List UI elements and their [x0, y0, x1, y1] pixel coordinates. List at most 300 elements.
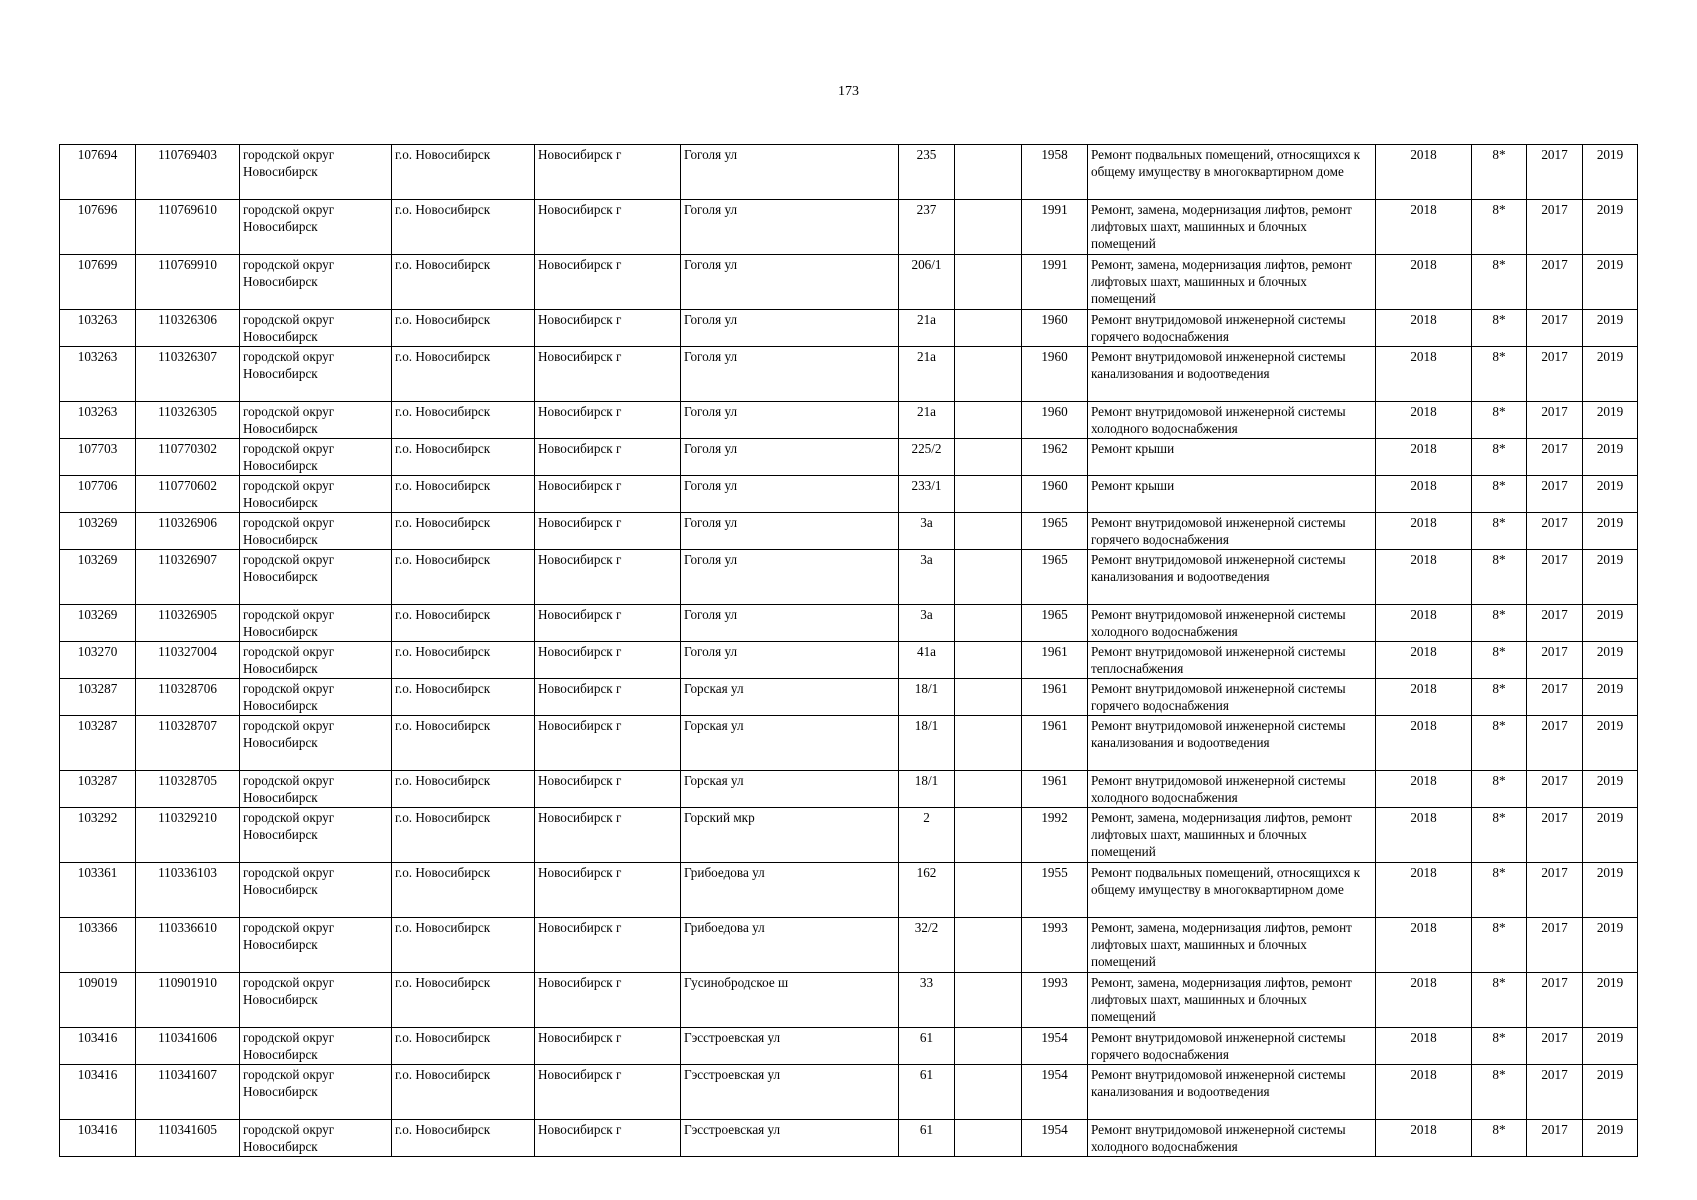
extra-cell: [955, 1120, 1022, 1157]
house-number: 237: [899, 200, 955, 255]
locality: Новосибирск г: [535, 310, 681, 347]
locality: Новосибирск г: [535, 1028, 681, 1065]
period-end: 2019: [1583, 808, 1638, 863]
record-code: 110769610: [136, 200, 240, 255]
municipality: г.о. Новосибирск: [392, 679, 535, 716]
mark: 8*: [1472, 476, 1527, 513]
record-code: 110326906: [136, 513, 240, 550]
period-start: 2017: [1527, 347, 1583, 402]
house-number: 21а: [899, 310, 955, 347]
mark: 8*: [1472, 1065, 1527, 1120]
period-end: 2019: [1583, 476, 1638, 513]
period-end: 2019: [1583, 918, 1638, 973]
record-code: 110326307: [136, 347, 240, 402]
house-number: 233/1: [899, 476, 955, 513]
table-row: [60, 642, 1638, 679]
period-start: 2017: [1527, 918, 1583, 973]
plan-year: 2018: [1376, 918, 1472, 973]
record-code: 110326306: [136, 310, 240, 347]
period-end: 2019: [1583, 310, 1638, 347]
period-end: 2019: [1583, 605, 1638, 642]
period-end: 2019: [1583, 1120, 1638, 1157]
period-end: 2019: [1583, 771, 1638, 808]
district: городской округ Новосибирск: [240, 1120, 392, 1157]
mark: 8*: [1472, 347, 1527, 402]
page-number: 173: [838, 84, 859, 99]
house-number: 225/2: [899, 439, 955, 476]
plan-year: 2018: [1376, 1065, 1472, 1120]
municipality: г.о. Новосибирск: [392, 1065, 535, 1120]
locality: Новосибирск г: [535, 347, 681, 402]
year-built: 1965: [1022, 605, 1088, 642]
year-built: 1958: [1022, 145, 1088, 200]
plan-year: 2018: [1376, 1120, 1472, 1157]
object-id: 103416: [60, 1120, 136, 1157]
work-type: Ремонт внутридомовой инженерной системы холодного водоснабжения: [1088, 402, 1376, 439]
extra-cell: [955, 605, 1022, 642]
mark: 8*: [1472, 771, 1527, 808]
house-number: 18/1: [899, 716, 955, 771]
locality: Новосибирск г: [535, 200, 681, 255]
object-id: 107696: [60, 200, 136, 255]
plan-year: 2018: [1376, 310, 1472, 347]
work-type: Ремонт, замена, модернизация лифтов, ремонт лифтовых шахт, машинных и блочных помещений: [1088, 808, 1376, 863]
year-built: 1965: [1022, 550, 1088, 605]
period-end: 2019: [1583, 550, 1638, 605]
table-row: [60, 347, 1638, 402]
street: Гоголя ул: [681, 605, 899, 642]
plan-year: 2018: [1376, 402, 1472, 439]
municipality: г.о. Новосибирск: [392, 605, 535, 642]
house-number: 41а: [899, 642, 955, 679]
extra-cell: [955, 642, 1022, 679]
period-start: 2017: [1527, 771, 1583, 808]
period-start: 2017: [1527, 679, 1583, 716]
period-start: 2017: [1527, 973, 1583, 1028]
municipality: г.о. Новосибирск: [392, 145, 535, 200]
house-number: 21а: [899, 402, 955, 439]
plan-year: 2018: [1376, 145, 1472, 200]
period-start: 2017: [1527, 402, 1583, 439]
street: Горская ул: [681, 679, 899, 716]
period-start: 2017: [1527, 863, 1583, 918]
mark: 8*: [1472, 145, 1527, 200]
extra-cell: [955, 716, 1022, 771]
locality: Новосибирск г: [535, 918, 681, 973]
object-id: 107694: [60, 145, 136, 200]
period-end: 2019: [1583, 145, 1638, 200]
object-id: 103263: [60, 347, 136, 402]
period-start: 2017: [1527, 200, 1583, 255]
period-end: 2019: [1583, 973, 1638, 1028]
extra-cell: [955, 200, 1022, 255]
municipality: г.о. Новосибирск: [392, 402, 535, 439]
extra-cell: [955, 1065, 1022, 1120]
work-type: Ремонт, замена, модернизация лифтов, ремонт лифтовых шахт, машинных и блочных помещений: [1088, 918, 1376, 973]
house-number: 33: [899, 973, 955, 1028]
table-row: [60, 255, 1638, 310]
district: городской округ Новосибирск: [240, 973, 392, 1028]
locality: Новосибирск г: [535, 605, 681, 642]
registry-body: [60, 145, 1638, 1157]
plan-year: 2018: [1376, 439, 1472, 476]
year-built: 1965: [1022, 513, 1088, 550]
table-row: [60, 513, 1638, 550]
object-id: 103416: [60, 1028, 136, 1065]
street: Гоголя ул: [681, 439, 899, 476]
year-built: 1954: [1022, 1065, 1088, 1120]
mark: 8*: [1472, 310, 1527, 347]
year-built: 1960: [1022, 476, 1088, 513]
street: Гоголя ул: [681, 476, 899, 513]
mark: 8*: [1472, 808, 1527, 863]
period-end: 2019: [1583, 347, 1638, 402]
district: городской округ Новосибирск: [240, 808, 392, 863]
work-type: Ремонт внутридомовой инженерной системы горячего водоснабжения: [1088, 679, 1376, 716]
house-number: 206/1: [899, 255, 955, 310]
mark: 8*: [1472, 918, 1527, 973]
period-end: 2019: [1583, 1065, 1638, 1120]
object-id: 107703: [60, 439, 136, 476]
object-id: 103416: [60, 1065, 136, 1120]
municipality: г.о. Новосибирск: [392, 642, 535, 679]
district: городской округ Новосибирск: [240, 1065, 392, 1120]
district: городской округ Новосибирск: [240, 642, 392, 679]
year-built: 1993: [1022, 973, 1088, 1028]
period-start: 2017: [1527, 310, 1583, 347]
district: городской округ Новосибирск: [240, 255, 392, 310]
street: Гоголя ул: [681, 642, 899, 679]
municipality: г.о. Новосибирск: [392, 1028, 535, 1065]
extra-cell: [955, 310, 1022, 347]
record-code: 110901910: [136, 973, 240, 1028]
table-row: [60, 679, 1638, 716]
municipality: г.о. Новосибирск: [392, 513, 535, 550]
extra-cell: [955, 918, 1022, 973]
house-number: 2: [899, 808, 955, 863]
extra-cell: [955, 439, 1022, 476]
locality: Новосибирск г: [535, 439, 681, 476]
mark: 8*: [1472, 605, 1527, 642]
work-type: Ремонт, замена, модернизация лифтов, ремонт лифтовых шахт, машинных и блочных помещений: [1088, 973, 1376, 1028]
municipality: г.о. Новосибирск: [392, 476, 535, 513]
mark: 8*: [1472, 439, 1527, 476]
plan-year: 2018: [1376, 513, 1472, 550]
house-number: 162: [899, 863, 955, 918]
table-row: [60, 1120, 1638, 1157]
mark: 8*: [1472, 1120, 1527, 1157]
street: Гоголя ул: [681, 347, 899, 402]
record-code: 110341607: [136, 1065, 240, 1120]
period-end: 2019: [1583, 255, 1638, 310]
locality: Новосибирск г: [535, 255, 681, 310]
street: Горская ул: [681, 771, 899, 808]
house-number: 61: [899, 1028, 955, 1065]
work-type: Ремонт внутридомовой инженерной системы теплоснабжения: [1088, 642, 1376, 679]
work-type: Ремонт внутридомовой инженерной системы холодного водоснабжения: [1088, 1120, 1376, 1157]
table-row: [60, 863, 1638, 918]
record-code: 110769403: [136, 145, 240, 200]
locality: Новосибирск г: [535, 402, 681, 439]
table-row: [60, 439, 1638, 476]
mark: 8*: [1472, 550, 1527, 605]
period-start: 2017: [1527, 255, 1583, 310]
plan-year: 2018: [1376, 550, 1472, 605]
mark: 8*: [1472, 255, 1527, 310]
year-built: 1960: [1022, 347, 1088, 402]
work-type: Ремонт крыши: [1088, 439, 1376, 476]
district: городской округ Новосибирск: [240, 918, 392, 973]
extra-cell: [955, 145, 1022, 200]
table-row: [60, 550, 1638, 605]
district: городской округ Новосибирск: [240, 402, 392, 439]
house-number: 32/2: [899, 918, 955, 973]
period-end: 2019: [1583, 1028, 1638, 1065]
record-code: 110328707: [136, 716, 240, 771]
locality: Новосибирск г: [535, 550, 681, 605]
extra-cell: [955, 1028, 1022, 1065]
year-built: 1961: [1022, 642, 1088, 679]
work-type: Ремонт внутридомовой инженерной системы холодного водоснабжения: [1088, 605, 1376, 642]
house-number: 235: [899, 145, 955, 200]
work-type: Ремонт, замена, модернизация лифтов, ремонт лифтовых шахт, машинных и блочных помещений: [1088, 200, 1376, 255]
period-start: 2017: [1527, 808, 1583, 863]
locality: Новосибирск г: [535, 476, 681, 513]
plan-year: 2018: [1376, 808, 1472, 863]
year-built: 1961: [1022, 679, 1088, 716]
object-id: 103287: [60, 679, 136, 716]
registry-table: [59, 144, 1638, 1157]
record-code: 110336103: [136, 863, 240, 918]
record-code: 110326905: [136, 605, 240, 642]
year-built: 1955: [1022, 863, 1088, 918]
work-type: Ремонт внутридомовой инженерной системы канализования и водоотведения: [1088, 347, 1376, 402]
district: городской округ Новосибирск: [240, 439, 392, 476]
object-id: 103269: [60, 513, 136, 550]
locality: Новосибирск г: [535, 642, 681, 679]
municipality: г.о. Новосибирск: [392, 716, 535, 771]
district: городской округ Новосибирск: [240, 200, 392, 255]
extra-cell: [955, 973, 1022, 1028]
street: Гоголя ул: [681, 145, 899, 200]
municipality: г.о. Новосибирск: [392, 918, 535, 973]
work-type: Ремонт крыши: [1088, 476, 1376, 513]
year-built: 1961: [1022, 716, 1088, 771]
mark: 8*: [1472, 1028, 1527, 1065]
street: Грибоедова ул: [681, 863, 899, 918]
record-code: 110328706: [136, 679, 240, 716]
table-row: [60, 145, 1638, 200]
locality: Новосибирск г: [535, 973, 681, 1028]
district: городской округ Новосибирск: [240, 310, 392, 347]
period-start: 2017: [1527, 716, 1583, 771]
municipality: г.о. Новосибирск: [392, 550, 535, 605]
extra-cell: [955, 863, 1022, 918]
street: Гоголя ул: [681, 550, 899, 605]
table-row: [60, 605, 1638, 642]
district: городской округ Новосибирск: [240, 1028, 392, 1065]
object-id: 109019: [60, 973, 136, 1028]
year-built: 1960: [1022, 310, 1088, 347]
district: городской округ Новосибирск: [240, 771, 392, 808]
district: городской округ Новосибирск: [240, 513, 392, 550]
house-number: 61: [899, 1065, 955, 1120]
plan-year: 2018: [1376, 605, 1472, 642]
mark: 8*: [1472, 642, 1527, 679]
work-type: Ремонт подвальных помещений, относящихся к общему имуществу в многоквартирном доме: [1088, 863, 1376, 918]
municipality: г.о. Новосибирск: [392, 771, 535, 808]
record-code: 110328705: [136, 771, 240, 808]
year-built: 1993: [1022, 918, 1088, 973]
district: городской округ Новосибирск: [240, 145, 392, 200]
plan-year: 2018: [1376, 1028, 1472, 1065]
district: городской округ Новосибирск: [240, 863, 392, 918]
object-id: 103269: [60, 550, 136, 605]
year-built: 1954: [1022, 1028, 1088, 1065]
locality: Новосибирск г: [535, 679, 681, 716]
street: Гэсстроевская ул: [681, 1028, 899, 1065]
work-type: Ремонт внутридомовой инженерной системы канализования и водоотведения: [1088, 550, 1376, 605]
record-code: 110326305: [136, 402, 240, 439]
street: Гоголя ул: [681, 402, 899, 439]
object-id: 103269: [60, 605, 136, 642]
object-id: 103361: [60, 863, 136, 918]
plan-year: 2018: [1376, 863, 1472, 918]
object-id: 103287: [60, 716, 136, 771]
municipality: г.о. Новосибирск: [392, 347, 535, 402]
municipality: г.о. Новосибирск: [392, 439, 535, 476]
table-row: [60, 200, 1638, 255]
work-type: Ремонт подвальных помещений, относящихся к общему имуществу в многоквартирном доме: [1088, 145, 1376, 200]
year-built: 1991: [1022, 200, 1088, 255]
record-code: 110341605: [136, 1120, 240, 1157]
period-start: 2017: [1527, 145, 1583, 200]
work-type: Ремонт внутридомовой инженерной системы холодного водоснабжения: [1088, 771, 1376, 808]
mark: 8*: [1472, 716, 1527, 771]
period-start: 2017: [1527, 439, 1583, 476]
extra-cell: [955, 476, 1022, 513]
municipality: г.о. Новосибирск: [392, 973, 535, 1028]
house-number: 3а: [899, 550, 955, 605]
mark: 8*: [1472, 973, 1527, 1028]
period-end: 2019: [1583, 716, 1638, 771]
record-code: 110327004: [136, 642, 240, 679]
object-id: 103263: [60, 402, 136, 439]
locality: Новосибирск г: [535, 1065, 681, 1120]
period-end: 2019: [1583, 439, 1638, 476]
house-number: 3а: [899, 513, 955, 550]
period-start: 2017: [1527, 1120, 1583, 1157]
street: Гоголя ул: [681, 310, 899, 347]
table-row: [60, 476, 1638, 513]
extra-cell: [955, 771, 1022, 808]
table-row: [60, 1065, 1638, 1120]
object-id: 107699: [60, 255, 136, 310]
locality: Новосибирск г: [535, 808, 681, 863]
plan-year: 2018: [1376, 716, 1472, 771]
house-number: 21а: [899, 347, 955, 402]
street: Гэсстроевская ул: [681, 1065, 899, 1120]
table-row: [60, 310, 1638, 347]
period-start: 2017: [1527, 1065, 1583, 1120]
plan-year: 2018: [1376, 973, 1472, 1028]
year-built: 1962: [1022, 439, 1088, 476]
locality: Новосибирск г: [535, 716, 681, 771]
district: городской округ Новосибирск: [240, 476, 392, 513]
period-start: 2017: [1527, 1028, 1583, 1065]
municipality: г.о. Новосибирск: [392, 255, 535, 310]
plan-year: 2018: [1376, 347, 1472, 402]
year-built: 1961: [1022, 771, 1088, 808]
street: Гоголя ул: [681, 255, 899, 310]
object-id: 107706: [60, 476, 136, 513]
table-row: [60, 918, 1638, 973]
district: городской округ Новосибирск: [240, 716, 392, 771]
district: городской округ Новосибирск: [240, 679, 392, 716]
extra-cell: [955, 513, 1022, 550]
mark: 8*: [1472, 513, 1527, 550]
year-built: 1960: [1022, 402, 1088, 439]
work-type: Ремонт внутридомовой инженерной системы канализования и водоотведения: [1088, 1065, 1376, 1120]
period-end: 2019: [1583, 863, 1638, 918]
mark: 8*: [1472, 863, 1527, 918]
year-built: 1954: [1022, 1120, 1088, 1157]
period-start: 2017: [1527, 550, 1583, 605]
table-row: [60, 973, 1638, 1028]
plan-year: 2018: [1376, 200, 1472, 255]
record-code: 110769910: [136, 255, 240, 310]
record-code: 110329210: [136, 808, 240, 863]
municipality: г.о. Новосибирск: [392, 310, 535, 347]
plan-year: 2018: [1376, 255, 1472, 310]
extra-cell: [955, 679, 1022, 716]
record-code: 110770302: [136, 439, 240, 476]
period-start: 2017: [1527, 513, 1583, 550]
extra-cell: [955, 255, 1022, 310]
period-end: 2019: [1583, 200, 1638, 255]
object-id: 103292: [60, 808, 136, 863]
locality: Новосибирск г: [535, 771, 681, 808]
street: Горская ул: [681, 716, 899, 771]
period-end: 2019: [1583, 513, 1638, 550]
table-row: [60, 402, 1638, 439]
object-id: 103270: [60, 642, 136, 679]
house-number: 3а: [899, 605, 955, 642]
municipality: г.о. Новосибирск: [392, 808, 535, 863]
extra-cell: [955, 550, 1022, 605]
plan-year: 2018: [1376, 679, 1472, 716]
table-row: [60, 771, 1638, 808]
period-end: 2019: [1583, 642, 1638, 679]
record-code: 110770602: [136, 476, 240, 513]
house-number: 18/1: [899, 679, 955, 716]
table-row: [60, 808, 1638, 863]
period-end: 2019: [1583, 402, 1638, 439]
object-id: 103366: [60, 918, 136, 973]
work-type: Ремонт внутридомовой инженерной системы канализования и водоотведения: [1088, 716, 1376, 771]
record-code: 110326907: [136, 550, 240, 605]
street: Гоголя ул: [681, 200, 899, 255]
year-built: 1991: [1022, 255, 1088, 310]
year-built: 1992: [1022, 808, 1088, 863]
plan-year: 2018: [1376, 476, 1472, 513]
period-end: 2019: [1583, 679, 1638, 716]
work-type: Ремонт, замена, модернизация лифтов, ремонт лифтовых шахт, машинных и блочных помещений: [1088, 255, 1376, 310]
street: Гоголя ул: [681, 513, 899, 550]
municipality: г.о. Новосибирск: [392, 200, 535, 255]
mark: 8*: [1472, 402, 1527, 439]
locality: Новосибирск г: [535, 513, 681, 550]
